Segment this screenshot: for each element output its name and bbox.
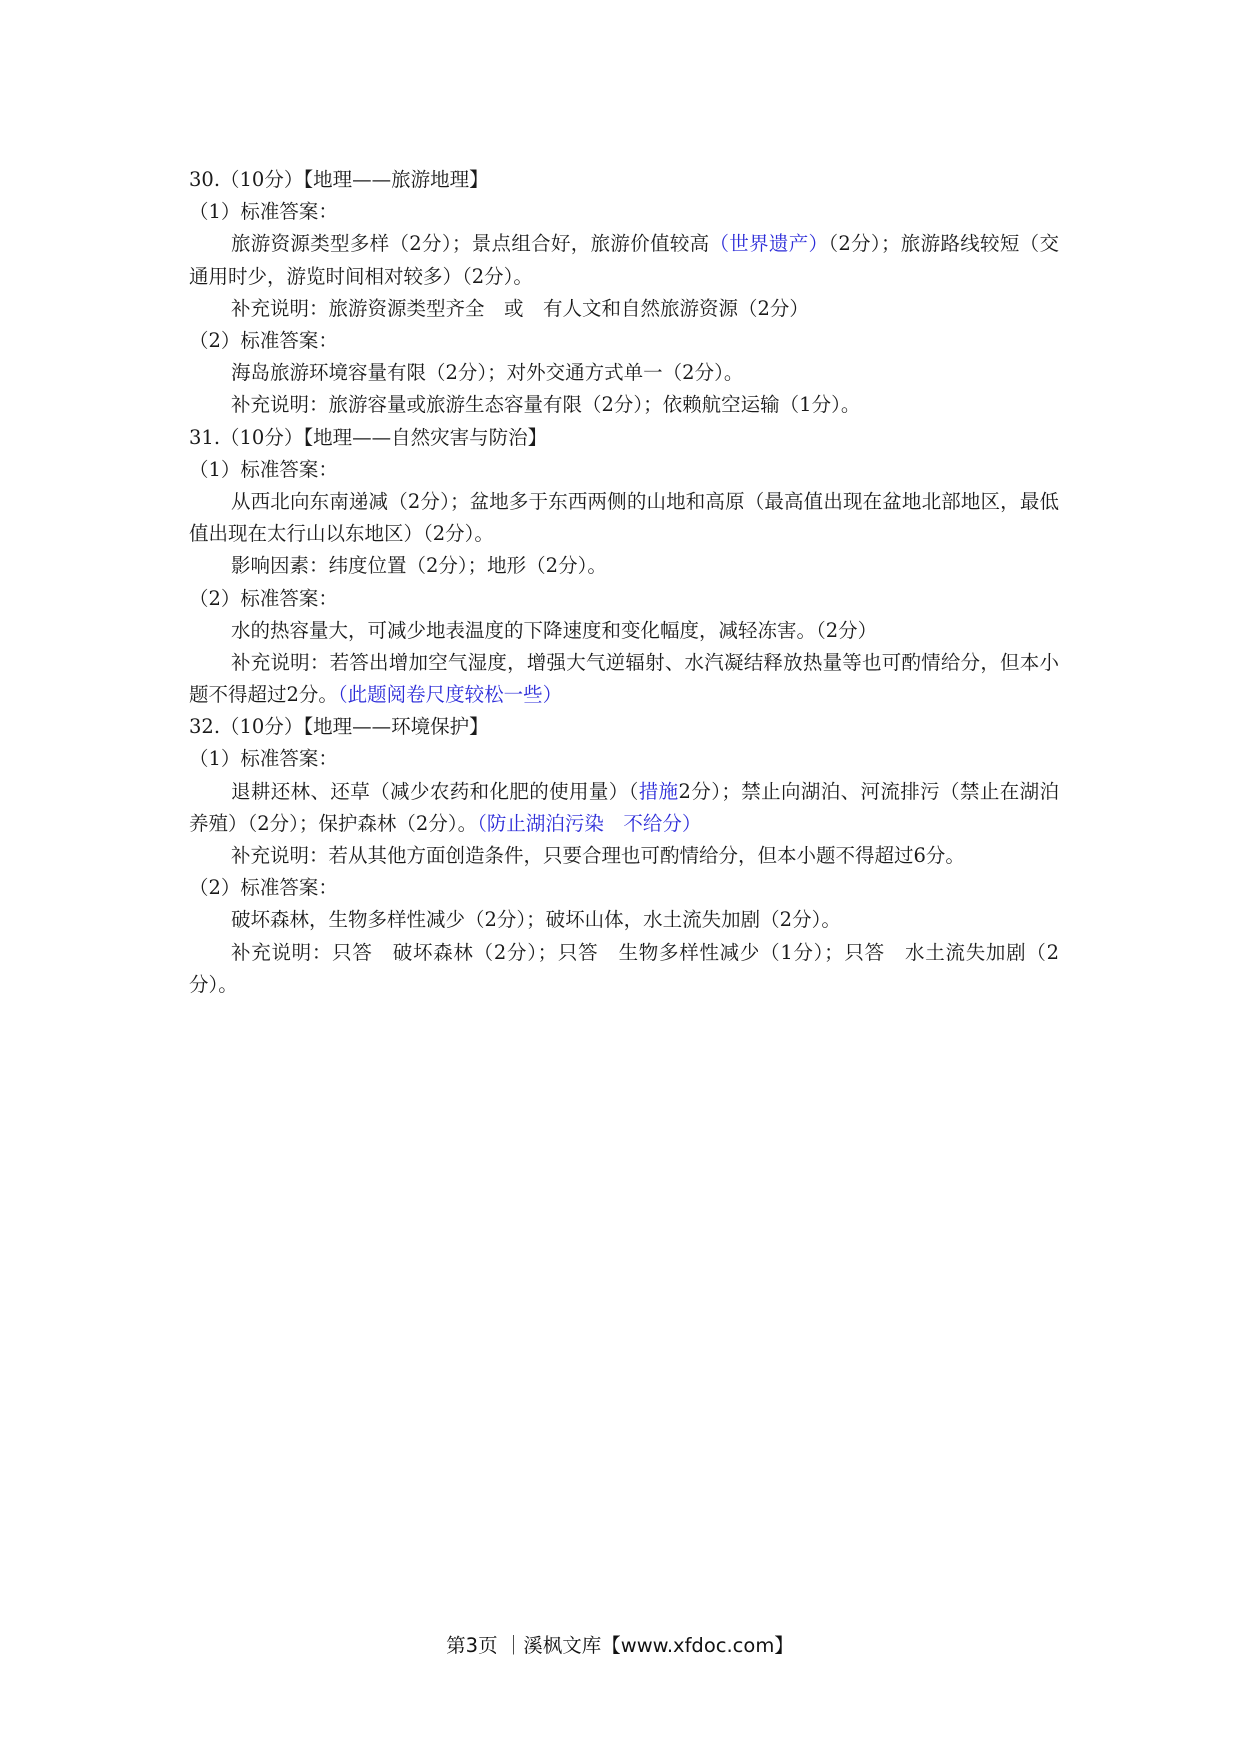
q30-part2-note: 补充说明：旅游容量或旅游生态容量有限（2分）；依赖航空运输（1分）。	[231, 393, 861, 417]
q30-highlight-world-heritage: （世界遗产）	[709, 232, 829, 256]
q30-part1-note: 补充说明：旅游资源类型齐全 或 有人文和自然旅游资源（2分）	[231, 296, 809, 320]
page-footer: 第3页 ｜溪枫文库【www.xfdoc.com】	[446, 1634, 794, 1657]
q31-part1-factors: 影响因素：纬度位置（2分）；地形（2分）。	[231, 554, 607, 578]
q31-highlight-grading-note: （此题阅卷尺度较松一些）	[337, 683, 563, 707]
q31-part1-answer: 从西北向东南递减（2分）；盆地多于东西两侧的山地和高原（最高值出现在盆地北部地区，最低值出现在太行山以东地区）（2分）。	[189, 489, 1059, 546]
q32-part2-answer: 破坏森林，生物多样性减少（2分）；破坏山体，水土流失加剧（2分）。	[231, 908, 841, 932]
q30-header: 30.（10分）【地理——旅游地理】	[189, 168, 489, 191]
q31-part2-answer: 水的热容量大，可减少地表温度的下降速度和变化幅度，减轻冻害。（2分）	[231, 618, 878, 642]
q32-header: 32.（10分）【地理——环境保护】	[189, 715, 489, 739]
q31-part1-label: （1）标准答案：	[189, 457, 338, 481]
q32-part1-label: （1）标准答案：	[189, 747, 338, 771]
q32-part1-note: 补充说明：若从其他方面创造条件，只要合理也可酌情给分，但本小题不得超过6分。	[231, 844, 965, 868]
q31-part2-label: （2）标准答案：	[189, 586, 338, 610]
q32-highlight-no-score: （防止湖泊污染 不给分）	[477, 811, 702, 835]
q30-part2-label: （2）标准答案：	[189, 328, 338, 352]
q32-part1-answer: 退耕还林、还草（减少农药和化肥的使用量）（措施2分）；禁止向湖泊、河流排污（禁止在湖泊养殖）（2分）；保护森林（2分）。（防止湖泊污染 不给分）	[189, 779, 1059, 835]
q32-part2-note: 补充说明：只答 破坏森林（2分）；只答 生物多样性减少（1分）；只答 水土流失加剧（2分）。	[189, 940, 1059, 996]
q32-highlight-measures: 措施	[638, 779, 679, 803]
q31-part2-note: 补充说明：若答出增加空气湿度，增强大气逆辐射、水汽凝结释放热量等也可酌情给分，但本小题不得超过2分。（此题阅卷尺度较松一些）	[189, 650, 1059, 707]
q30-part2-answer: 海岛旅游环境容量有限（2分）；对外交通方式单一（2分）。	[231, 361, 744, 385]
q30-part1-label: （1）标准答案：	[189, 200, 338, 224]
q31-header: 31.（10分）【地理——自然灾害与防治】	[189, 425, 548, 449]
q32-part2-label: （2）标准答案：	[189, 876, 338, 900]
answer-key-content	[189, 164, 1059, 1001]
q30-part1-answer: 旅游资源类型多样（2分）；景点组合好，旅游价值较高（世界遗产）（2分）；旅游路线较短（交通用时少，游览时间相对较多）（2分）。	[189, 232, 1059, 288]
